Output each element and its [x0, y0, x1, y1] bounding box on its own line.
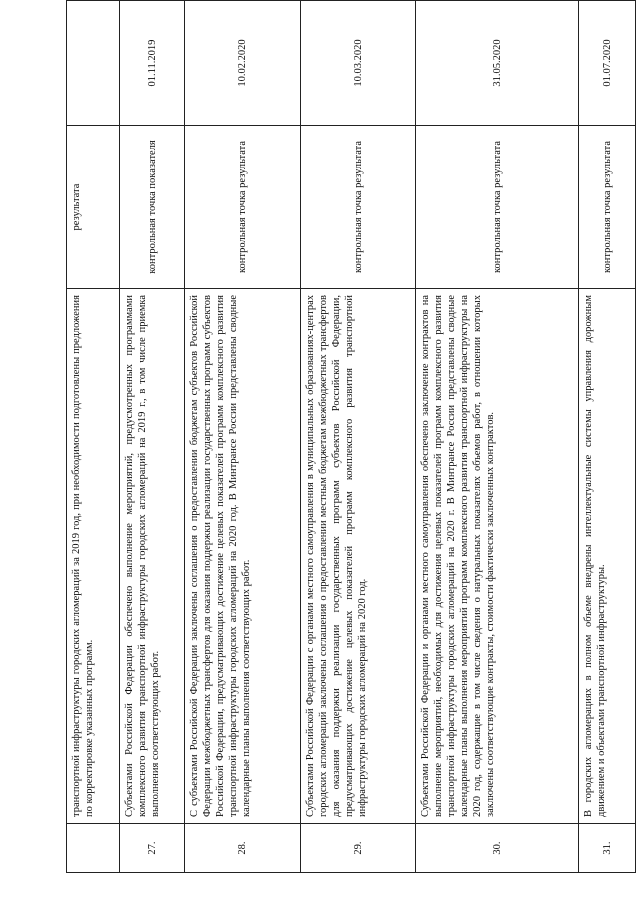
table-row: [301, 1, 416, 873]
row-date: 10.02.2020: [185, 1, 301, 126]
row-description: Субъектами Российской Федерации с органами местного самоуправления в муниципальных образованиях-центрах городских агломераций заключены соглашения о предоставлении местным бюджетам межбюджетных трансфертов для оказания поддержки реализации государственных программ субъектов Российской Федерации, предусматривающих достижение целевых показателей программ комплексного развития транспортной инфраструктуры городских агломераций на 2020 год.: [305, 295, 368, 817]
row-number: 27.: [120, 824, 185, 873]
row-date: 10.03.2020: [301, 1, 416, 126]
row-description: Субъектами Российской Федерации обеспечено выполнение мероприятий, предусмотренных программами комплексного развития транспортной инфраструктуры городских агломераций на 2019 г., в том числе приемка выполнения соответствующих работ.: [124, 295, 161, 817]
table-row: [67, 1, 120, 873]
row-date: 31.05.2020: [416, 1, 579, 126]
table-row: [120, 1, 185, 873]
row-number: 28.: [185, 824, 301, 873]
row-description: В городских агломерациях в полном объеме внедрены интеллектуальные системы управления дорожным движением и объектами транспортной инфраструктуры.: [583, 295, 607, 817]
row-description: С субъектами Российской Федерации заключены соглашения о предоставлении бюджетам субъектов Российской Федерации межбюджетных трансфертов для оказания поддержки реализации государственных программ субъектов Российской Федерации, предусматривающих достижение целевых показателей программ комплексного развития транспортной инфраструктуры городских агломераций на 2020 год. В Минтрансе России представлены сводные календарные планы выполнения соответствующих работ.: [189, 295, 252, 817]
row-type: контрольная точка показателя: [120, 126, 185, 289]
row-description: Субъектами Российской Федерации и органами местного самоуправления обеспечено заключение контрактов на выполнение мероприятий, необходимых для достижения целевых показателей программ комплексного развития транспортной инфраструктуры городских агломераций на 2020 г. В Минтрансе России представлены сводные календарные планы выполнения мероприятий программ комплексного развития транспортной инфраструктуры на 2020 год, содержащие в том числе сведения о натуральных показателях объемов работ, в отношении которых заключены соответствующие контракты, стоимости фактически заключенных контрактов.: [420, 295, 496, 817]
row-number: [67, 824, 120, 873]
row-number: 30.: [416, 824, 579, 873]
row-type: контрольная точка результата: [301, 126, 416, 289]
row-type: результата: [67, 126, 120, 289]
row-type: контрольная точка результата: [416, 126, 579, 289]
table-row: [185, 1, 301, 873]
row-date: [67, 1, 120, 126]
row-number: 29.: [301, 824, 416, 873]
row-description: транспортной инфраструктуры городских агломераций за 2019 год, при необходимости подготовлены предложения по корректировке указанных программ.: [71, 295, 95, 817]
table-row: [579, 1, 636, 873]
row-type: контрольная точка результата: [579, 126, 636, 289]
row-date: 01.07.2020: [579, 1, 636, 126]
events-table: [66, 0, 636, 873]
row-date: 01.11.2019: [120, 1, 185, 126]
row-number: 31.: [579, 824, 636, 873]
table-row: [416, 1, 579, 873]
row-type: контрольная точка результата: [185, 126, 301, 289]
